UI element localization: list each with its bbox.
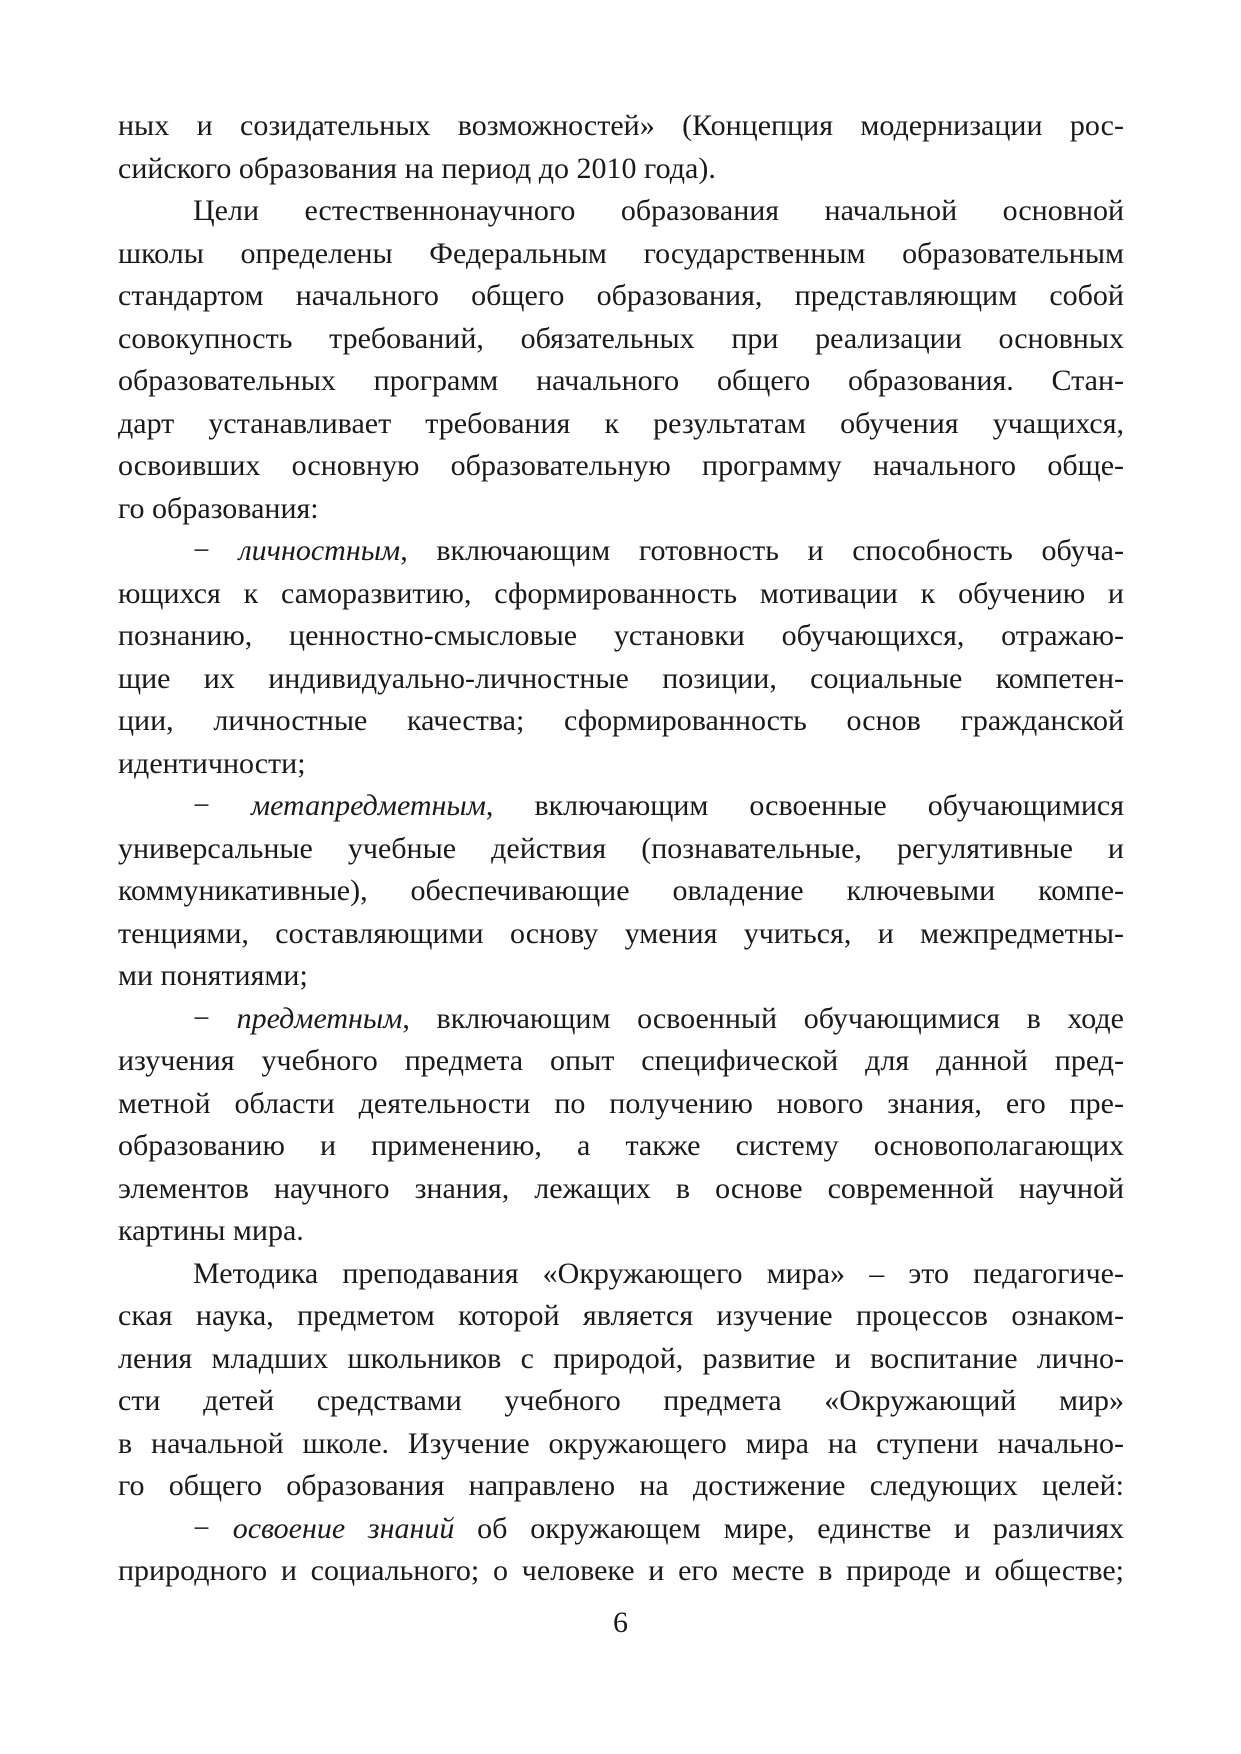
line-text: ская наука, предметом которой является изучение процессов ознаком- (118, 1299, 1124, 1332)
text-line (118, 955, 1124, 998)
line-text: , включающим готовность и способность обуча- (400, 534, 1124, 567)
line-text: ции, личностные качества; сформированность основ гражданской (118, 704, 1124, 737)
list-dash: − (193, 789, 251, 822)
line-text: щие их индивидуально-личностные позиции, социальные компетен- (118, 661, 1124, 695)
text-line (118, 275, 1124, 318)
line-text: тенциями, составляющими основу умения учиться, и межпредметны- (118, 916, 1124, 950)
line-text: ления младших школьников с природой, развитие и воспитание лично- (118, 1341, 1124, 1375)
line-text: ющихся к саморазвитию, сформированность мотивации к обучению и (118, 576, 1124, 610)
text-line (118, 743, 1124, 786)
line-text: го общего образования направлено на достижение следующих целей: (118, 1469, 1124, 1502)
text-line (118, 1423, 1124, 1466)
text-line (118, 1125, 1124, 1168)
text-line (118, 1550, 1124, 1593)
text-line (118, 828, 1124, 871)
text-line (118, 615, 1124, 658)
text-line (118, 360, 1124, 403)
line-text: метной области деятельности по получению нового знания, его пре- (118, 1086, 1124, 1120)
line-text: коммуникативные), обеспечивающие овладение ключевыми компе- (118, 874, 1124, 907)
text-line (118, 1253, 1124, 1296)
text-line (118, 913, 1124, 956)
line-text: идентичности; (118, 746, 306, 780)
text-line (118, 785, 1124, 828)
line-text: сти детей средствами учебного предмета «Окружающий мир» (118, 1384, 1124, 1417)
line-text: ми понятиями; (118, 959, 308, 992)
line-text: го образования: (118, 491, 319, 525)
emphasized-term: метапредметным (250, 789, 486, 822)
line-text: Цели естественнонаучного образования начальной основной (193, 194, 1124, 227)
text-line (118, 148, 1124, 191)
text-line (118, 403, 1124, 446)
text-line (118, 573, 1124, 616)
text-line (118, 1295, 1124, 1338)
line-text: школы определены Федеральным государственным образовательным (118, 236, 1124, 270)
text-line (118, 998, 1124, 1041)
line-text: дарт устанавливает требования к результатам обучения учащихся, (118, 406, 1124, 440)
text-line (118, 1210, 1124, 1253)
line-text: стандартом начального общего образования, представляющим собой (118, 279, 1124, 312)
line-text: изучения учебного предмета опыт специфической для данной пред- (118, 1044, 1124, 1077)
text-line (118, 658, 1124, 701)
emphasized-term: предметным (236, 1001, 403, 1035)
emphasized-term: освоение знаний (232, 1511, 455, 1545)
list-dash: − (193, 534, 239, 567)
list-dash: − (193, 1511, 233, 1545)
text-line (118, 1168, 1124, 1211)
line-text: универсальные учебные действия (познавательные, регулятивные и (118, 831, 1124, 865)
text-line (118, 1465, 1124, 1508)
text-line (118, 1508, 1124, 1551)
line-text: картины мира. (118, 1214, 304, 1247)
line-text: ных и созидательных возможностей» (Концепция модернизации рос- (118, 109, 1124, 142)
line-text: , включающим освоенный обучающимися в ходе (402, 1001, 1124, 1035)
text-line (118, 190, 1124, 233)
line-text: совокупность требований, обязательных при реализации основных (118, 321, 1124, 355)
line-text: об окружающем мире, единстве и различиях (454, 1511, 1124, 1545)
text-line (118, 488, 1124, 531)
text-line (118, 870, 1124, 913)
text-line (118, 1380, 1124, 1423)
line-text: природного и социального; о человеке и его месте в природе и обществе; (118, 1554, 1124, 1587)
text-line (118, 445, 1124, 488)
line-text: освоивших основную образовательную программу начального обще- (118, 449, 1124, 482)
line-text: образованию и применению, а также систему основополагающих (118, 1129, 1124, 1162)
text-line (118, 105, 1124, 148)
line-text: , включающим освоенные обучающимися (485, 789, 1124, 822)
text-line (118, 530, 1124, 573)
text-line (118, 233, 1124, 276)
line-text: в начальной школе. Изучение окружающего мира на ступени начально- (118, 1426, 1124, 1460)
page-number: 6 (613, 1606, 628, 1639)
line-text: элементов научного знания, лежащих в основе современной научной (118, 1171, 1124, 1205)
line-text: Методика преподавания «Окружающего мира» – это педагогиче- (193, 1256, 1124, 1290)
text-line (118, 318, 1124, 361)
line-text: познанию, ценностно-смысловые установки обучающихся, отражаю- (118, 619, 1124, 652)
document-body (118, 105, 1124, 1593)
emphasized-term: личностным (238, 534, 401, 567)
text-line (118, 1338, 1124, 1381)
text-line (118, 1083, 1124, 1126)
line-text: сийского образования на период до 2010 года). (118, 151, 716, 185)
list-dash: − (193, 1001, 237, 1035)
text-line (118, 1040, 1124, 1083)
line-text: образовательных программ начального общего образования. Стан- (118, 364, 1124, 397)
text-line (118, 700, 1124, 743)
